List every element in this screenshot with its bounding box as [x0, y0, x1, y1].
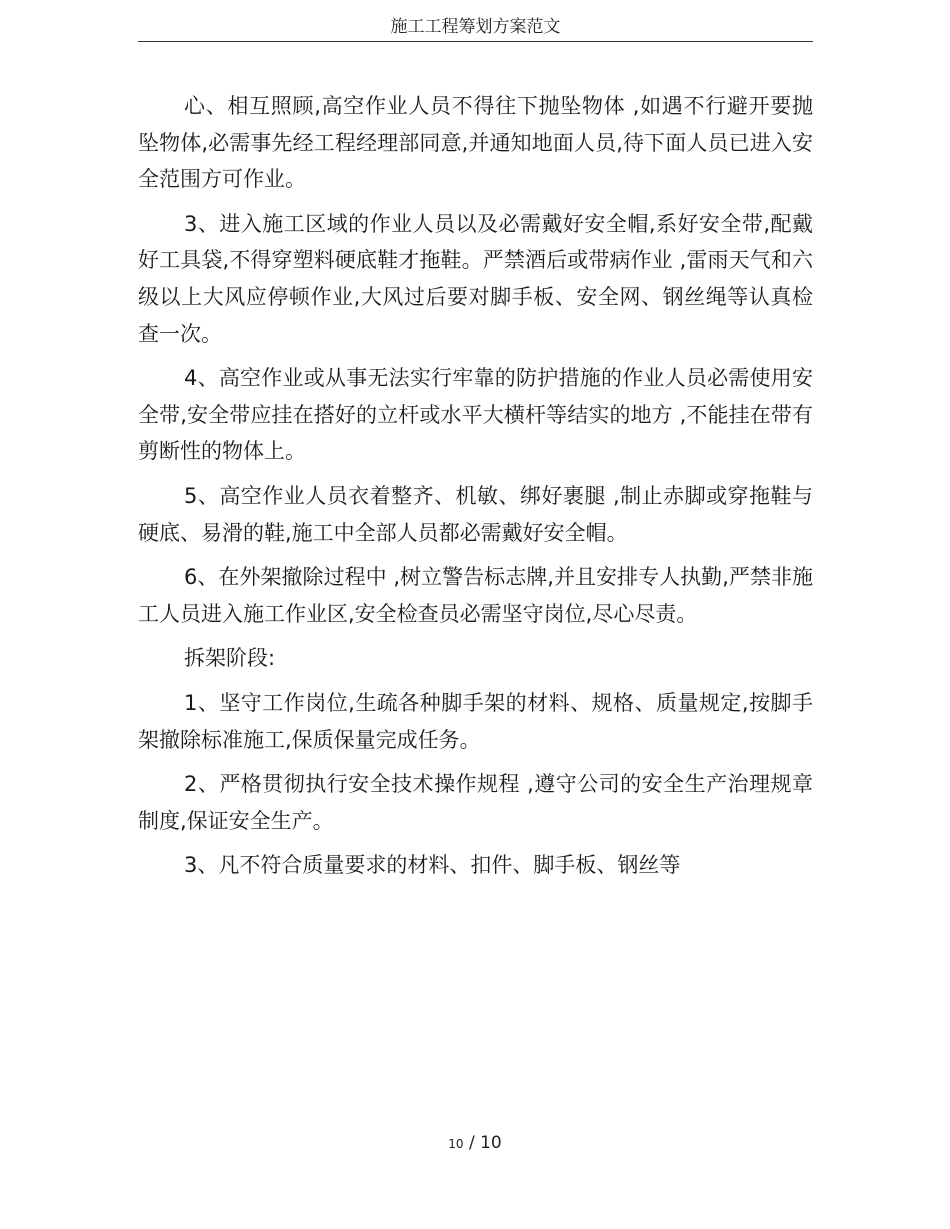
paragraph: 4、高空作业或从事无法实行牢靠的防护措施的作业人员必需使用安全带,安全带应挂在搭好的立杆或水平大横杆等结实的地方 ,不能挂在带有剪断性的物体上。: [138, 366, 813, 464]
paragraph: 5、高空作业人员衣着整齐、机敏、绑好裹腿 ,制止赤脚或穿拖鞋与硬底、易滑的鞋,施工中全部人员都必需戴好安全帽。: [138, 483, 813, 545]
total-pages: 10: [480, 1133, 502, 1153]
document-body: [138, 88, 813, 892]
page-header: [138, 0, 813, 42]
paragraph: 3、进入施工区域的作业人员以及必需戴好安全帽,系好安全带,配戴好工具袋,不得穿塑料硬底鞋才拖鞋。严禁酒后或带病作业 ,雷雨天气和六级以上大风应停顿作业,大风过后要对脚手板、安全网、钢丝绳等认真检查一次。: [138, 211, 813, 346]
paragraph: 1、坚守工作岗位,生疏各种脚手架的材料、规格、质量规定,按脚手架撤除标准施工,保质保量完成任务。: [138, 690, 813, 752]
section-heading: 拆架阶段:: [184, 646, 276, 671]
paragraph: 2、严格贯彻执行安全技术操作规程 ,遵守公司的安全生产治理规章制度,保证安全生产。: [138, 772, 813, 833]
page-separator: /: [463, 1133, 481, 1153]
page-number: [0, 1133, 950, 1153]
paragraph: 6、在外架撤除过程中 ,树立警告标志牌,并且安排专人执勤,严禁非施工人员进入施工作业区,安全检查员必需坚守岗位,尽心尽责。: [138, 565, 813, 626]
paragraph: 心、相互照顾,高空作业人员不得往下抛坠物体 ,如遇不行避开要抛坠物体,必需事先经工程经理部同意,并通知地面人员,待下面人员已进入安全范围方可作业。: [138, 94, 813, 192]
paragraph: 3、凡不符合质量要求的材料、扣件、脚手板、钢丝等: [184, 853, 681, 878]
document-title: 施工工程筹划方案范文: [390, 17, 561, 37]
current-page-number: 10: [448, 1137, 464, 1151]
